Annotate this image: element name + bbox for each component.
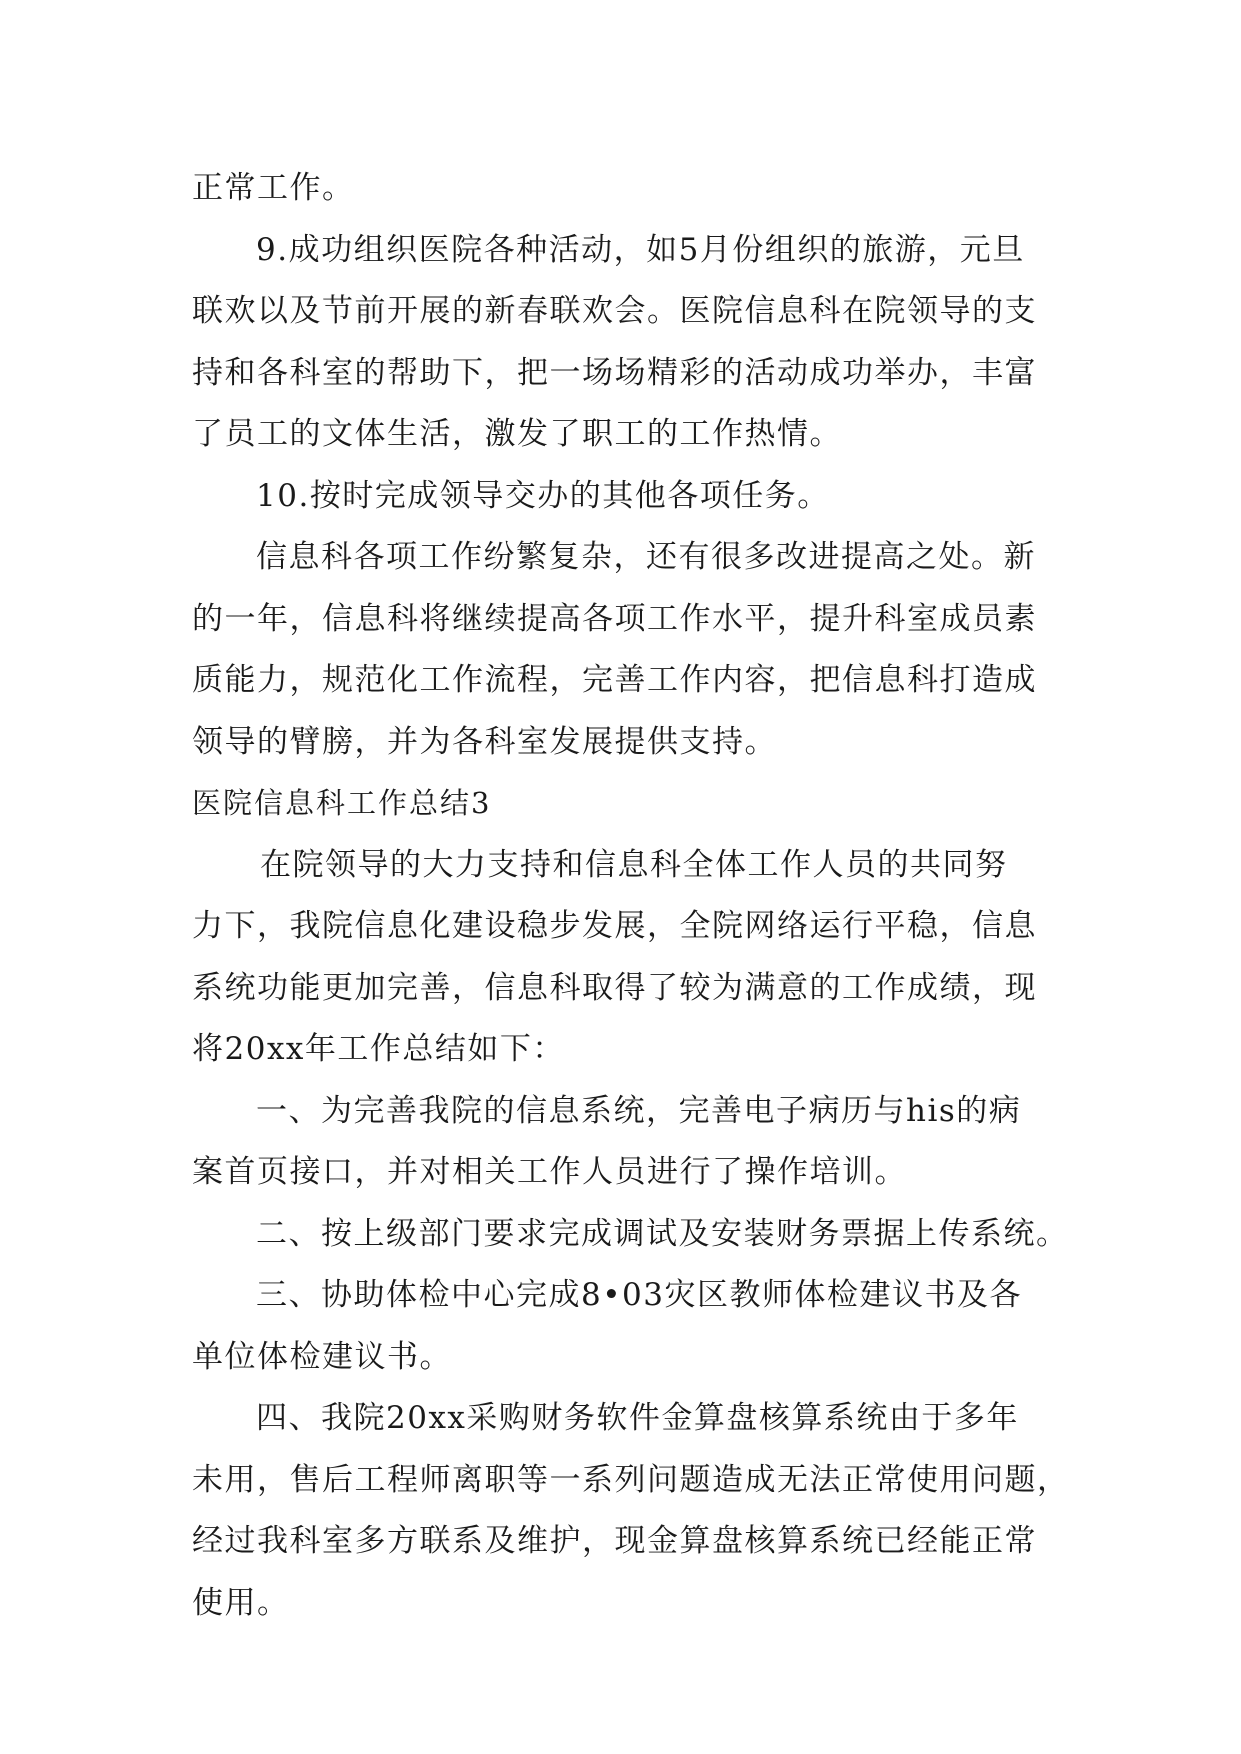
text-line: 持和各科室的帮助下，把一场场精彩的活动成功举办，丰富 bbox=[192, 354, 1037, 391]
document-body bbox=[192, 158, 1070, 1634]
text-line: 二、按上级部门要求完成调试及安装财务票据上传系统。 bbox=[256, 1215, 1069, 1252]
text-line: 领导的臂膀，并为各科室发展提供支持。 bbox=[192, 723, 777, 760]
text-line: 了员工的文体生活，激发了职工的工作热情。 bbox=[192, 416, 842, 452]
text-line: 一、为完善我院的信息系统，完善电子病历与his的病 bbox=[256, 1092, 1022, 1129]
text-line: 9.成功组织医院各种活动，如5月份组织的旅游，元旦 bbox=[256, 231, 1025, 268]
text-line: 力下，我院信息化建设稳步发展，全院网络运行平稳，信息 bbox=[192, 908, 1037, 944]
text-line: 在院领导的大力支持和信息科全体工作人员的共同努 bbox=[260, 846, 1008, 883]
text-line: 案首页接口，并对相关工作人员进行了操作培训。 bbox=[192, 1154, 907, 1190]
text-line: 正常工作。 bbox=[192, 170, 355, 206]
text-line: 单位体检建议书。 bbox=[192, 1338, 452, 1375]
text-line: 系统功能更加完善，信息科取得了较为满意的工作成绩，现 bbox=[192, 969, 1037, 1006]
text-line: 信息科各项工作纷繁复杂，还有很多改进提高之处。新 bbox=[256, 539, 1036, 575]
text-line: 质能力，规范化工作流程，完善工作内容，把信息科打造成 bbox=[192, 662, 1037, 698]
text-line: 使用。 bbox=[192, 1584, 290, 1621]
section-heading: 医院信息科工作总结3 bbox=[192, 786, 492, 820]
text-line: 四、我院20xx采购财务软件金算盘核算系统由于多年 bbox=[256, 1400, 1019, 1436]
text-line: 将20xx年工作总结如下： bbox=[192, 1031, 565, 1067]
text-line: 联欢以及节前开展的新春联欢会。医院信息科在院领导的支 bbox=[192, 293, 1037, 329]
text-line: 未用，售后工程师离职等一系列问题造成无法正常使用问题， bbox=[192, 1461, 1070, 1498]
text-line: 10.按时完成领导交办的其他各项任务。 bbox=[256, 477, 830, 514]
text-line: 的一年，信息科将继续提高各项工作水平，提升科室成员素 bbox=[192, 600, 1037, 637]
text-line: 三、协助体检中心完成8•03灾区教师体检建议书及各 bbox=[256, 1277, 1022, 1313]
text-line: 经过我科室多方联系及维护，现金算盘核算系统已经能正常 bbox=[192, 1523, 1037, 1559]
